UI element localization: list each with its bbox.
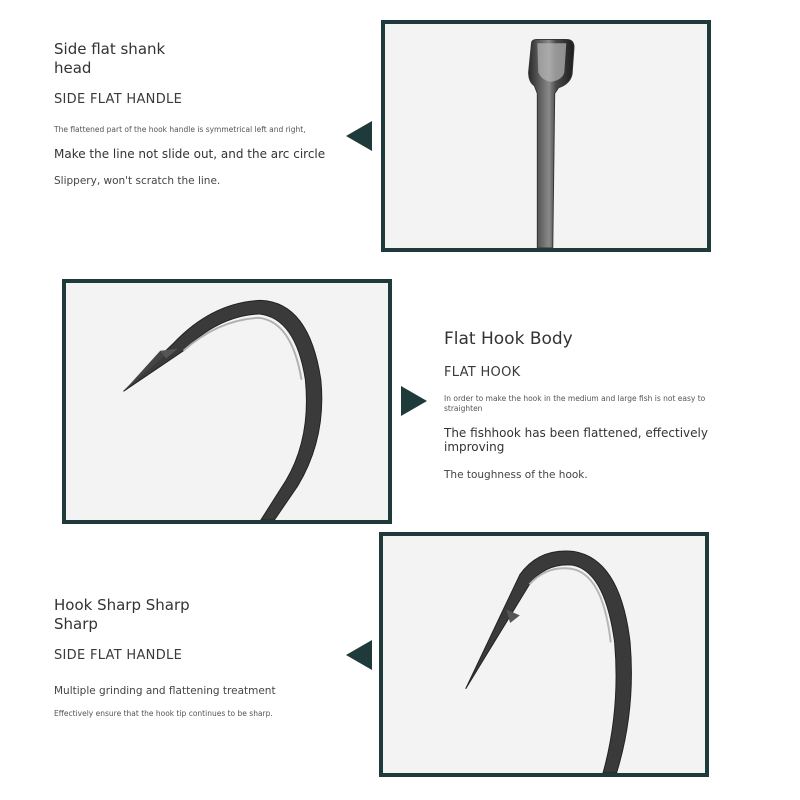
section1-note: The flattened part of the hook handle is symmetrical left and right,: [54, 125, 306, 134]
section2-line1: The fishhook has been flattened, effectively improving: [444, 426, 708, 454]
hook-point-photo: [379, 532, 709, 777]
hook-body-photo: [62, 279, 392, 524]
section1-line2: Slippery, won't scratch the line.: [54, 175, 221, 187]
section3-text: [54, 596, 344, 719]
section2-text: [444, 330, 754, 481]
shank-head-photo: [381, 20, 711, 252]
section1-text: [54, 40, 344, 187]
section2-note: In order to make the hook in the medium and large fish is not easy to straighten: [444, 394, 706, 413]
section2-title: Flat Hook Body: [444, 329, 573, 349]
hook-point-illustration: [383, 536, 705, 773]
shank-head-illustration: [385, 24, 707, 248]
arrow-left-icon: [346, 640, 372, 670]
arrow-left-icon: [346, 121, 372, 151]
section3-line1: Multiple grinding and flattening treatment: [54, 685, 276, 697]
hook-body-illustration: [66, 283, 388, 520]
section1-title: Side flat shank head: [54, 40, 166, 77]
section2-subtitle: FLAT HOOK: [444, 365, 521, 380]
section1-line1: Make the line not slide out, and the arc circle: [54, 147, 326, 161]
section3-note: Effectively ensure that the hook tip continues to be sharp.: [54, 709, 273, 718]
section2-line2: The toughness of the hook.: [444, 469, 588, 481]
arrow-right-icon: [401, 386, 427, 416]
section1-subtitle: SIDE FLAT HANDLE: [54, 92, 183, 107]
section3-subtitle: SIDE FLAT HANDLE: [54, 648, 183, 663]
section3-title: Hook Sharp Sharp Sharp: [54, 596, 190, 633]
